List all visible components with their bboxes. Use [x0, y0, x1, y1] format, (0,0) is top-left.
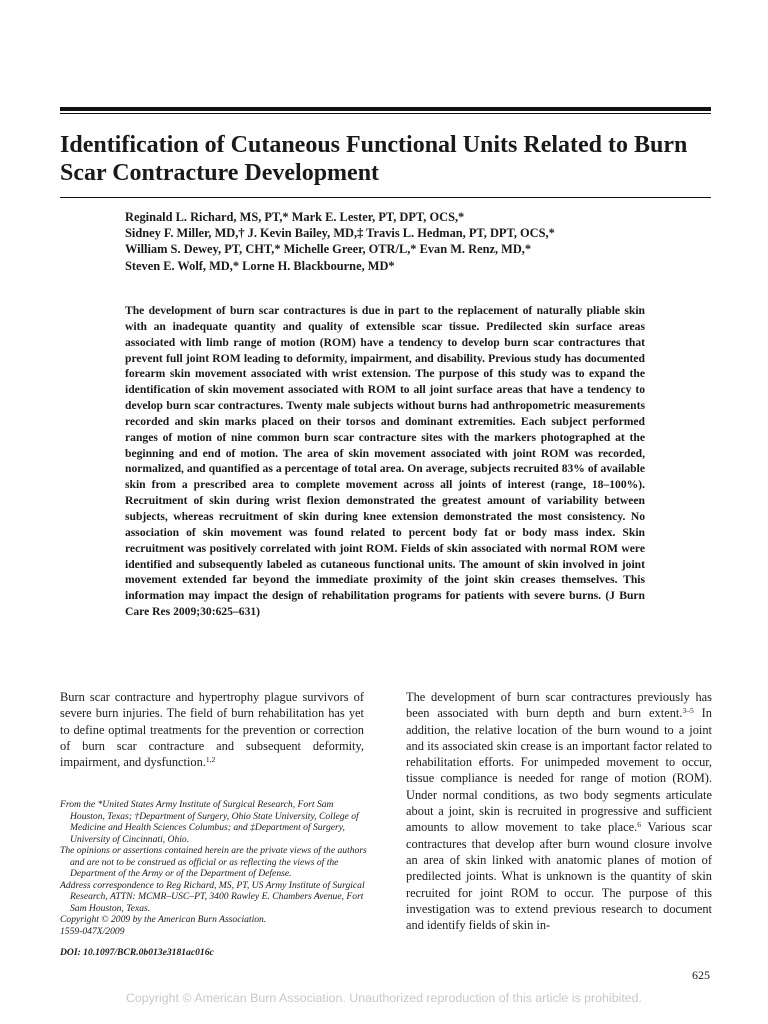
intro-paragraph-left	[60, 689, 364, 770]
author-line: Reginald L. Richard, MS, PT,* Mark E. Lester, PT, DPT, OCS,*	[125, 210, 465, 224]
correspondence-line: Address correspondence to Reg Richard, MS, PT, US Army Institute of Surgical Research, ATTN: MCMR–USC–PT, 3400 Rawley E. Chambers Avenue, Fort Sam Houston, Texas.	[60, 879, 365, 914]
intro-text: Burn scar contracture and hypertrophy plague survivors of severe burn injuries. The field of burn rehabilitation has yet to define optimal treatments for the prevention or correction of burn scar contracture and subsequent deformity, impairment, and dysfunction.	[60, 690, 364, 770]
article-title: Identification of Cutaneous Functional Units Related to Burn Scar Contracture Development	[60, 132, 688, 186]
author-line: Steven E. Wolf, MD,* Lorne H. Blackbourne, MD*	[125, 258, 395, 273]
citation-ref: 3–5	[682, 706, 694, 716]
copyright-watermark: Copyright © American Burn Association. Unauthorized reproduction of this article is prohibited.	[125, 991, 643, 1005]
body-text: The development of burn scar contractures previously has been associated with burn depth and burn extent.	[406, 690, 712, 721]
affiliations-footnote	[60, 799, 370, 937]
doi-link[interactable]: DOI: 10.1097/BCR.0b013e3181ac016c	[60, 947, 214, 958]
top-rule-thick	[60, 107, 711, 111]
author-line: Sidney F. Miller, MD,† J. Kevin Bailey, MD,‡ Travis L. Hedman, PT, DPT, OCS,*	[125, 226, 555, 241]
top-rule-thin	[60, 113, 711, 114]
body-text: In addition, the relative location of the burn wound to a joint and its associated skin crease is an important factor related to rehabilitation efforts. For unimpeded movement to occur, tissue compliance is needed for range of motion (ROM). Under normal conditions, as two body segments articulate about a joint, skin is recruited in progressive and sufficient amounts to allow movement to take place.	[406, 706, 712, 835]
body-text: Various scar contractures that develop after burn wound closure involve an area of skin linked with anatomic planes of motion of predilected joints. What is unknown is the quantity of skin recruited for joint ROM to occur. The purpose of this investigation was to extend previous research to document and identify fields of skin in-	[406, 820, 712, 933]
intro-paragraph-right	[406, 689, 712, 933]
affiliation-line: From the *United States Army Institute of Surgical Research, Fort Sam Houston, Texas; †Department of Surgery, Ohio State University, College of Medicine and Health Sciences Columbus; and ‡Department of Surgery, University of Cincinnati, Ohio.	[60, 799, 359, 845]
page-number: 625	[692, 968, 710, 982]
issn-line: 1559-047X/2009	[60, 925, 125, 937]
citation-ref: 1,2	[205, 755, 216, 765]
copyright-line: Copyright © 2009 by the American Burn Association.	[60, 914, 267, 925]
author-list	[125, 209, 685, 274]
abstract: The development of burn scar contractures is due in part to the replacement of naturally pliable skin with an inadequate quantity and quality of extensible scar tissue. Predilected skin surface areas associated with limb range of motion (ROM) have a tendency to develop burn scar contractures that prevent full joint ROM leading to deformity, impairment, and disability. Previous study has documented forearm skin movement associated with wrist extension. The purpose of this study was to expand the identification of skin movement associated with ROM to all joint surface areas that have a tendency to develop burn scar contractures. Twenty male subjects without burns had anthropometric measurements recorded and skin marks placed on their torsos and dominant extremities. Each subject performed ranges of motion of nine common burn scar contracture sites with the markers photographed at the beginning and end of motion. The area of skin movement associated with joint ROM was recorded, normalized, and quantified as a percentage of total area. On average, subjects recruited 83% of available skin from a prescribed area to complete movement across all joints of interest (range, 18–100%). Recruitment of skin during wrist flexion demonstrated the greatest amount of variability between subjects, whereas recruitment of skin during knee extension demonstrated the most consistency. No association of skin movement was found related to percent body fat or body mass index. Skin recruitment was positively correlated with joint ROM. Fields of skin associated with normal ROM were identified and subsequently labeled as cutaneous functional units. The amount of skin involved in joint movement extended far beyond the immediate proximity of the joint skin creases themselves. This information may impact the design of rehabilitation programs for patients with severe burns. (J Burn Care Res 2009;30:625–631)	[125, 304, 645, 619]
citation-ref: 6	[637, 820, 641, 830]
title-rule	[60, 197, 711, 198]
author-line: William S. Dewey, PT, CHT,* Michelle Greer, OTR/L,* Evan M. Renz, MD,*	[125, 242, 532, 257]
disclaimer-line: The opinions or assertions contained herein are the private views of the authors and are not to be construed as official or as reflecting the views of the Department of the Army or of the Department of Defense.	[60, 845, 367, 879]
